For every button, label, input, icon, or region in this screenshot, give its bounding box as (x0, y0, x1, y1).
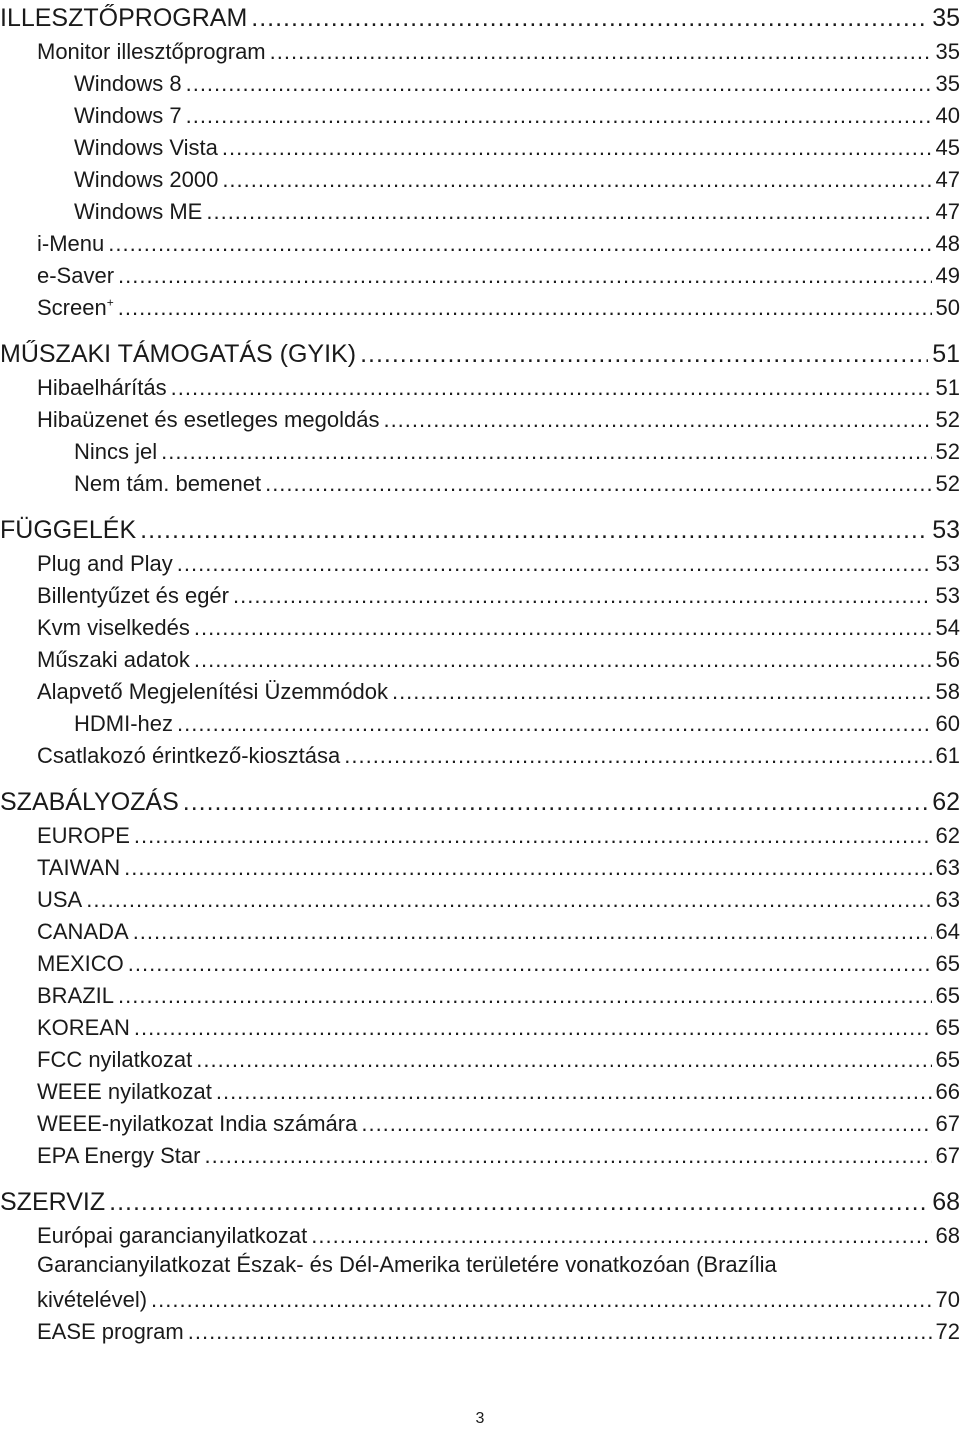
toc-page-number: 68 (932, 1188, 960, 1216)
toc-page-number: 53 (932, 516, 960, 544)
toc-entry-title: Alapvető Megjelenítési Üzemmódok (37, 679, 388, 704)
dot-leader (186, 71, 932, 97)
toc-entry-title: Billentyűzet és egér (37, 583, 229, 608)
toc-entry[interactable] (0, 129, 960, 161)
toc-entry-title: SZABÁLYOZÁS (0, 788, 179, 816)
toc-page-number: 52 (935, 471, 960, 496)
toc-page-number: 51 (935, 375, 960, 400)
toc-page-number: 54 (935, 615, 960, 640)
toc-page-number: 35 (935, 39, 960, 64)
toc-entry[interactable] (0, 705, 960, 737)
dot-leader (270, 39, 932, 65)
toc-page-number: 50 (935, 295, 960, 320)
toc-page-number: 68 (935, 1223, 960, 1248)
dot-leader (118, 263, 931, 289)
toc-entry[interactable] (0, 641, 960, 673)
toc-section[interactable] (0, 1, 960, 33)
toc-entry[interactable] (0, 193, 960, 225)
toc-page-number: 35 (932, 4, 960, 32)
dot-leader (222, 135, 932, 161)
toc-entry[interactable] (0, 1313, 960, 1345)
toc-entry[interactable] (0, 1041, 960, 1073)
toc-page-number: 70 (935, 1287, 960, 1312)
dot-leader (128, 951, 932, 977)
dot-leader (311, 1223, 931, 1249)
toc-entry[interactable] (0, 1137, 960, 1169)
dot-leader (206, 199, 931, 225)
toc-page-number: 52 (935, 439, 960, 464)
dot-leader (134, 823, 932, 849)
dot-leader (177, 711, 932, 737)
toc-page-number: 72 (935, 1319, 960, 1344)
toc-page-number: 51 (932, 340, 960, 368)
toc-entry-title: BRAZIL (37, 983, 115, 1008)
toc-entry-title: Kvm viselkedés (37, 615, 190, 640)
toc-entry-title: Screen+ (37, 295, 114, 320)
dot-leader (109, 1188, 928, 1217)
toc-entry[interactable] (0, 33, 960, 65)
toc-entry-title: TAIWAN (37, 855, 121, 880)
toc-entry-title: Windows ME (74, 199, 203, 224)
toc-entry[interactable] (0, 369, 960, 401)
toc-entry[interactable] (0, 881, 960, 913)
dot-leader (161, 439, 931, 465)
dot-leader (233, 583, 932, 609)
dot-leader (204, 1143, 931, 1169)
toc-entry-title: Európai garancianyilatkozat (37, 1223, 308, 1248)
toc-entry-title: WEEE nyilatkozat (37, 1079, 212, 1104)
dot-leader (383, 407, 931, 433)
toc-entry-title: HDMI-hez (74, 711, 174, 736)
toc-entry[interactable] (0, 945, 960, 977)
toc-entry-title: ILLESZTŐPROGRAM (0, 4, 248, 32)
toc-entry[interactable] (0, 161, 960, 193)
toc-entry[interactable] (0, 97, 960, 129)
toc-entry-title: FCC nyilatkozat (37, 1047, 193, 1072)
toc-page-number: 64 (935, 919, 960, 944)
dot-leader (188, 1319, 932, 1345)
toc-entry-title: EPA Energy Star (37, 1143, 201, 1168)
dot-leader (361, 1111, 931, 1137)
dot-leader (151, 1287, 931, 1313)
toc-page-number: 65 (935, 951, 960, 976)
dot-leader (392, 679, 932, 705)
toc-entry-title: MŰSZAKI TÁMOGATÁS (GYIK) (0, 340, 357, 368)
toc-page-number: 52 (935, 407, 960, 432)
toc-page-number: 62 (935, 823, 960, 848)
toc-entry-title: Windows 8 (74, 71, 182, 96)
toc-section[interactable] (0, 1185, 960, 1217)
dot-leader (177, 551, 932, 577)
toc-entry-title: CANADA (37, 919, 129, 944)
toc-entry[interactable] (0, 609, 960, 641)
toc-entry-title: FÜGGELÉK (0, 516, 137, 544)
toc-entry[interactable] (0, 1217, 960, 1249)
toc-entry-title: Monitor illesztőprogram (37, 39, 266, 64)
toc-entry[interactable] (0, 1252, 960, 1313)
toc-page-number: 62 (932, 788, 960, 816)
toc-entry[interactable] (0, 433, 960, 465)
toc-entry-title: Csatlakozó érintkező-kiosztása (37, 743, 341, 768)
toc-entry[interactable] (0, 65, 960, 97)
dot-leader (360, 340, 928, 369)
toc-entry-title: EASE program (37, 1319, 184, 1344)
toc-page-number: 53 (935, 551, 960, 576)
toc-page-number: 63 (935, 887, 960, 912)
toc-section[interactable] (0, 513, 960, 545)
toc-entry-title: e-Saver (37, 263, 115, 288)
toc-page-number: 45 (935, 135, 960, 160)
toc-entry[interactable] (0, 1105, 960, 1137)
toc-entry-title: WEEE-nyilatkozat India számára (37, 1111, 358, 1136)
toc-entry[interactable] (0, 737, 960, 769)
dot-leader (216, 1079, 932, 1105)
toc-entry[interactable] (0, 577, 960, 609)
toc-page-number: 65 (935, 1015, 960, 1040)
dot-leader (194, 615, 932, 641)
dot-leader (194, 647, 932, 673)
toc-entry[interactable] (0, 1073, 960, 1105)
toc-entry[interactable] (0, 817, 960, 849)
toc-page-number: 65 (935, 983, 960, 1008)
toc-section[interactable] (0, 337, 960, 369)
toc-page-number: 49 (935, 263, 960, 288)
dot-leader (186, 103, 932, 129)
toc-entry-title: Műszaki adatok (37, 647, 190, 672)
toc-entry[interactable] (0, 977, 960, 1009)
toc-page-number: 61 (935, 743, 960, 768)
toc-entry[interactable] (0, 673, 960, 705)
dot-leader (171, 375, 932, 401)
dot-leader (124, 855, 931, 881)
toc-page-number: 60 (935, 711, 960, 736)
dot-leader (344, 743, 931, 769)
toc-entry-title-line1: Garancianyilatkozat Észak- és Dél-Amerika területére vonatkozóan (Brazília (37, 1252, 777, 1277)
dot-leader (134, 1015, 932, 1041)
dot-leader (108, 231, 931, 257)
toc-entry-title: KOREAN (37, 1015, 130, 1040)
dot-leader (140, 516, 928, 545)
toc-page-number: 35 (935, 71, 960, 96)
toc-page-number: 67 (935, 1111, 960, 1136)
toc-entry[interactable] (0, 545, 960, 577)
toc-entry[interactable] (0, 1009, 960, 1041)
toc-entry[interactable] (0, 225, 960, 257)
toc-page-number: 58 (935, 679, 960, 704)
toc-entry-title: Hibaelhárítás (37, 375, 167, 400)
toc-entry-title: Nem tám. bemenet (74, 471, 262, 496)
toc-page-number: 40 (935, 103, 960, 128)
dot-leader (222, 167, 931, 193)
toc-page-number: 67 (935, 1143, 960, 1168)
toc-entry[interactable] (0, 913, 960, 945)
toc-entry[interactable] (0, 289, 960, 321)
toc-page-number: 47 (935, 199, 960, 224)
toc-page-number: 63 (935, 855, 960, 880)
toc-page-number: 48 (935, 231, 960, 256)
toc-page-number: 47 (935, 167, 960, 192)
toc-page-number: 53 (935, 583, 960, 608)
toc-page-number: 65 (935, 1047, 960, 1072)
toc-section[interactable] (0, 785, 960, 817)
dot-leader (133, 919, 932, 945)
toc-entry[interactable] (0, 849, 960, 881)
toc-entry[interactable] (0, 401, 960, 433)
toc-entry-title: i-Menu (37, 231, 105, 256)
dot-leader (118, 295, 932, 321)
toc-entry-title: Nincs jel (74, 439, 158, 464)
toc-entry-title: USA (37, 887, 83, 912)
page-number: 3 (475, 1410, 485, 1427)
toc-entry-title: MEXICO (37, 951, 124, 976)
superscript: + (106, 295, 114, 310)
toc-entry-title: SZERVIZ (0, 1188, 106, 1216)
dot-leader (196, 1047, 931, 1073)
toc-entry-title: Windows 2000 (74, 167, 219, 192)
dot-leader (183, 788, 928, 817)
toc-entry-title: EUROPE (37, 823, 130, 848)
dot-leader (251, 4, 928, 33)
toc-page-number: 66 (935, 1079, 960, 1104)
toc-entry-title: Hibaüzenet és esetleges megoldás (37, 407, 380, 432)
dot-leader (265, 471, 931, 497)
toc-entry-title: Windows 7 (74, 103, 182, 128)
toc-entry[interactable] (0, 257, 960, 289)
toc-entry-title: kivételével) (37, 1287, 148, 1312)
toc-page-number: 56 (935, 647, 960, 672)
dot-leader (86, 887, 931, 913)
toc-entry-title: Windows Vista (74, 135, 218, 160)
toc-entry[interactable] (0, 465, 960, 497)
dot-leader (118, 983, 931, 1009)
toc-entry-title: Plug and Play (37, 551, 173, 576)
